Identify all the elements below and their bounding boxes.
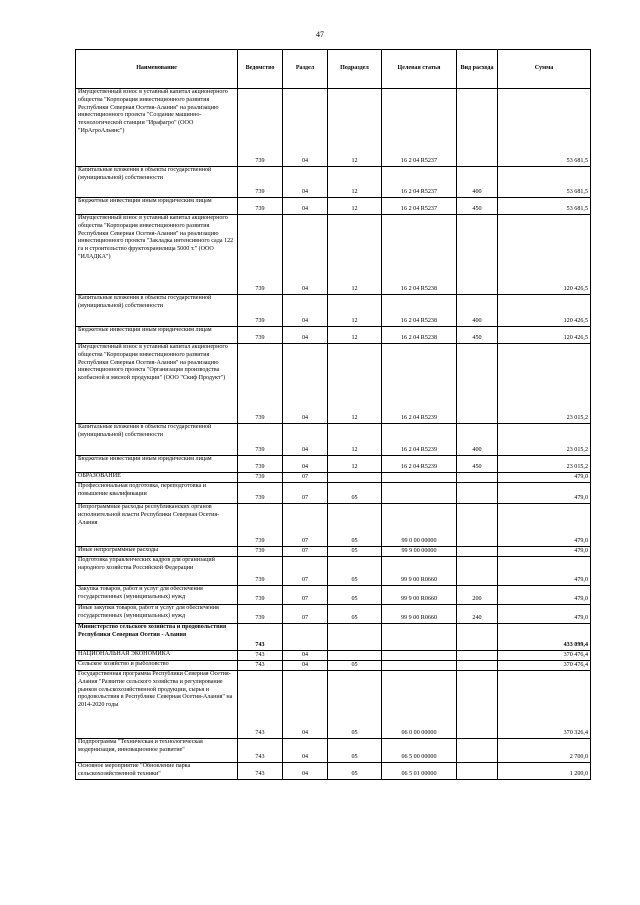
cell-name: Капитальные вложения в объекты государственной (муниципальной) собственности	[76, 167, 238, 198]
cell-expense	[457, 89, 498, 167]
cell-ministry: 743	[238, 739, 283, 763]
cell-ministry: 739	[238, 586, 283, 605]
cell-target	[382, 624, 457, 651]
cell-ministry: 743	[238, 671, 283, 739]
cell-ministry: 739	[238, 557, 283, 586]
cell-target: 16 2 04 R5238	[382, 295, 457, 327]
cell-sum: 120 426,5	[498, 295, 591, 327]
cell-section: 04	[283, 198, 328, 215]
cell-name: Капитальные вложения в объекты государственной (муниципальной) собственности	[76, 424, 238, 456]
cell-name: НАЦИОНАЛЬНАЯ ЭКОНОМИКА	[76, 651, 238, 661]
cell-name: Основное мероприятие "Обновление парка сельскохозяйственной техники"	[76, 763, 238, 780]
cell-subsection: 12	[328, 295, 382, 327]
cell-section: 07	[283, 586, 328, 605]
cell-sum: 479,0	[498, 547, 591, 557]
cell-sum: 2 700,0	[498, 739, 591, 763]
cell-target: 16 2 04 R5238	[382, 215, 457, 295]
cell-section: 04	[283, 167, 328, 198]
cell-subsection: 12	[328, 424, 382, 456]
cell-name: Имущественный взнос в уставный капитал акционерного общества "Корпорация инвестиционного развития Республики Северная Осетия-Алания" на реализацию инвестиционного проекта "Создание машинно-технологической станции "Ирафагро" (ООО "ИрАгроАльянс")	[76, 89, 238, 167]
cell-name: Подпрограмма "Техническая и технологическая модернизация, инновационное развитие"	[76, 739, 238, 763]
table-row	[76, 167, 591, 198]
cell-expense: 200	[457, 586, 498, 605]
header-subsection: Подраздел	[328, 50, 382, 89]
cell-sum: 479,0	[498, 473, 591, 483]
cell-expense: 400	[457, 295, 498, 327]
cell-name: Имущественный взнос в уставный капитал акционерного общества "Корпорация инвестиционного развития Республики Северная Осетия-Алания" на реализацию инвестиционного проекта "Организация производства колбасной и мясной продукции" (ООО "Скиф Продукт")	[76, 344, 238, 424]
cell-name: Непрограммные расходы республиканских органов исполнительной власти Республики Северная Осетия-Алания	[76, 504, 238, 547]
cell-ministry: 739	[238, 605, 283, 624]
cell-target	[382, 661, 457, 671]
cell-expense	[457, 739, 498, 763]
cell-ministry: 739	[238, 473, 283, 483]
cell-target	[382, 473, 457, 483]
header-target: Целевая статья	[382, 50, 457, 89]
cell-ministry: 739	[238, 215, 283, 295]
cell-ministry: 739	[238, 198, 283, 215]
table-row	[76, 344, 591, 424]
cell-expense: 400	[457, 424, 498, 456]
cell-section: 07	[283, 473, 328, 483]
cell-name: ОБРАЗОВАНИЕ	[76, 473, 238, 483]
cell-subsection: 05	[328, 483, 382, 504]
cell-subsection: 05	[328, 547, 382, 557]
cell-subsection: 12	[328, 456, 382, 473]
table-row	[76, 483, 591, 504]
table-row	[76, 198, 591, 215]
cell-name: Бюджетные инвестиции иным юридическим лицам	[76, 456, 238, 473]
cell-subsection: 05	[328, 605, 382, 624]
cell-name: Капитальные вложения в объекты государственной (муниципальной) собственности	[76, 295, 238, 327]
cell-section: 04	[283, 739, 328, 763]
cell-expense	[457, 344, 498, 424]
cell-section: 04	[283, 456, 328, 473]
cell-sum: 23 015,2	[498, 456, 591, 473]
cell-section: 04	[283, 344, 328, 424]
cell-name: Закупка товаров, работ и услуг для обеспечения государственных (муниципальных) нужд	[76, 586, 238, 605]
cell-sum: 479,0	[498, 504, 591, 547]
table-row	[76, 424, 591, 456]
budget-table	[75, 49, 591, 780]
cell-section: 07	[283, 557, 328, 586]
cell-name: Подготовка управленческих кадров для организаций народного хозяйства Российской Федерации	[76, 557, 238, 586]
header-ministry: Ведомство	[238, 50, 283, 89]
cell-sum: 370 326,4	[498, 671, 591, 739]
cell-ministry: 743	[238, 763, 283, 780]
cell-expense: 240	[457, 605, 498, 624]
cell-name: Бюджетные инвестиции иным юридическим лицам	[76, 327, 238, 344]
cell-sum: 370 476,4	[498, 661, 591, 671]
cell-ministry: 743	[238, 661, 283, 671]
cell-ministry: 739	[238, 295, 283, 327]
cell-sum: 433 099,4	[498, 624, 591, 651]
cell-subsection: 12	[328, 344, 382, 424]
cell-expense	[457, 763, 498, 780]
cell-expense	[457, 661, 498, 671]
cell-name: Иные непрограммные расходы	[76, 547, 238, 557]
table-row	[76, 295, 591, 327]
cell-ministry: 739	[238, 424, 283, 456]
cell-subsection: 12	[328, 198, 382, 215]
cell-name: Бюджетные инвестиции иным юридическим лицам	[76, 198, 238, 215]
table-row	[76, 473, 591, 483]
table-row	[76, 215, 591, 295]
cell-ministry: 743	[238, 651, 283, 661]
cell-subsection: 05	[328, 739, 382, 763]
cell-ministry: 739	[238, 327, 283, 344]
cell-expense	[457, 557, 498, 586]
cell-expense: 450	[457, 456, 498, 473]
cell-subsection: 12	[328, 215, 382, 295]
cell-ministry: 739	[238, 89, 283, 167]
cell-expense	[457, 504, 498, 547]
cell-section: 07	[283, 547, 328, 557]
cell-target: 16 2 04 R5237	[382, 198, 457, 215]
table-row	[76, 624, 591, 651]
cell-ministry: 739	[238, 504, 283, 547]
cell-subsection: 05	[328, 763, 382, 780]
cell-sum: 53 681,5	[498, 198, 591, 215]
table-row	[76, 327, 591, 344]
cell-section	[283, 624, 328, 651]
table-row	[76, 661, 591, 671]
table-row	[76, 605, 591, 624]
cell-ministry: 739	[238, 344, 283, 424]
cell-target: 06 0 00 00000	[382, 671, 457, 739]
cell-section: 04	[283, 295, 328, 327]
table-row	[76, 557, 591, 586]
cell-expense	[457, 624, 498, 651]
cell-target: 16 2 04 R5238	[382, 327, 457, 344]
cell-expense	[457, 651, 498, 661]
cell-subsection: 05	[328, 661, 382, 671]
page-number: 47	[316, 30, 324, 39]
table-row	[76, 586, 591, 605]
cell-subsection: 05	[328, 586, 382, 605]
cell-name: Министерство сельского хозяйства и продовольствия Республики Северная Осетия - Алания	[76, 624, 238, 651]
cell-section: 04	[283, 661, 328, 671]
cell-target: 16 2 04 R5237	[382, 89, 457, 167]
cell-subsection	[328, 624, 382, 651]
header-name: Наименование	[76, 50, 238, 89]
cell-sum: 120 426,5	[498, 215, 591, 295]
cell-ministry: 739	[238, 483, 283, 504]
cell-sum: 23 015,2	[498, 344, 591, 424]
cell-subsection: 12	[328, 327, 382, 344]
cell-ministry: 739	[238, 456, 283, 473]
cell-sum: 479,0	[498, 586, 591, 605]
cell-expense: 450	[457, 198, 498, 215]
cell-section: 04	[283, 424, 328, 456]
cell-sum: 479,0	[498, 605, 591, 624]
cell-section: 04	[283, 651, 328, 661]
cell-target: 16 2 04 R5239	[382, 456, 457, 473]
cell-target: 99 9 00 R0660	[382, 605, 457, 624]
cell-subsection: 12	[328, 167, 382, 198]
cell-subsection	[328, 473, 382, 483]
cell-subsection: 05	[328, 504, 382, 547]
cell-expense	[457, 547, 498, 557]
cell-expense: 400	[457, 167, 498, 198]
cell-subsection: 05	[328, 671, 382, 739]
header-section: Раздел	[283, 50, 328, 89]
cell-target: 99 9 00 00000	[382, 547, 457, 557]
cell-ministry: 739	[238, 547, 283, 557]
header-sum: Сумма	[498, 50, 591, 89]
cell-target: 99 9 00 R0660	[382, 557, 457, 586]
cell-ministry: 739	[238, 167, 283, 198]
cell-sum: 53 681,5	[498, 167, 591, 198]
cell-sum: 1 200,0	[498, 763, 591, 780]
cell-section: 07	[283, 504, 328, 547]
cell-sum: 23 015,2	[498, 424, 591, 456]
table-row	[76, 763, 591, 780]
table-row	[76, 651, 591, 661]
cell-target: 06 5 00 00000	[382, 739, 457, 763]
cell-target: 16 2 04 R5239	[382, 424, 457, 456]
cell-name: Профессиональная подготовка, переподготовка и повышение квалификации	[76, 483, 238, 504]
cell-expense	[457, 671, 498, 739]
cell-target: 99 0 00 00000	[382, 504, 457, 547]
table-row	[76, 504, 591, 547]
cell-section: 04	[283, 327, 328, 344]
cell-target	[382, 651, 457, 661]
cell-subsection	[328, 651, 382, 661]
cell-sum: 53 681,5	[498, 89, 591, 167]
table-row	[76, 89, 591, 167]
cell-subsection: 05	[328, 557, 382, 586]
cell-target: 06 5 01 00000	[382, 763, 457, 780]
cell-section: 04	[283, 671, 328, 739]
cell-name: Сельское хозяйство и рыболовство	[76, 661, 238, 671]
cell-section: 04	[283, 215, 328, 295]
cell-sum: 370 476,4	[498, 651, 591, 661]
cell-expense	[457, 483, 498, 504]
cell-name: Государственная программа Республики Северная Осетия-Алания "Развитие сельского хозяйства и регулирование рынков сельскохозяйственной продукции, сырья и продовольствия в Республике Северная Осетия-Алания" на 2014-2020 годы	[76, 671, 238, 739]
cell-expense	[457, 215, 498, 295]
cell-name: Иные закупки товаров, работ и услуг для обеспечения государственных (муниципальных) нужд	[76, 605, 238, 624]
cell-target: 16 2 04 R5237	[382, 167, 457, 198]
table-row	[76, 547, 591, 557]
table-row	[76, 671, 591, 739]
table-row	[76, 739, 591, 763]
header-expense: Вид расхода	[457, 50, 498, 89]
cell-sum: 120 426,5	[498, 327, 591, 344]
cell-expense	[457, 473, 498, 483]
cell-name: Имущественный взнос в уставный капитал акционерного общества "Корпорация инвестиционного развития Республики Северная Осетия-Алания" на реализацию инвестиционного проекта "Закладка интенсивного сада 122 га и строительство фруктохранилища 5000 т." (ООО "ИЛАДКА")	[76, 215, 238, 295]
cell-section: 04	[283, 89, 328, 167]
cell-section: 07	[283, 483, 328, 504]
cell-sum: 479,0	[498, 483, 591, 504]
cell-expense: 450	[457, 327, 498, 344]
cell-subsection: 12	[328, 89, 382, 167]
cell-target: 16 2 04 R5239	[382, 344, 457, 424]
cell-target	[382, 483, 457, 504]
cell-section: 07	[283, 605, 328, 624]
cell-sum: 479,0	[498, 557, 591, 586]
cell-ministry: 743	[238, 624, 283, 651]
cell-target: 99 9 00 R0660	[382, 586, 457, 605]
table-row	[76, 456, 591, 473]
cell-section: 04	[283, 763, 328, 780]
header-row	[76, 50, 591, 89]
